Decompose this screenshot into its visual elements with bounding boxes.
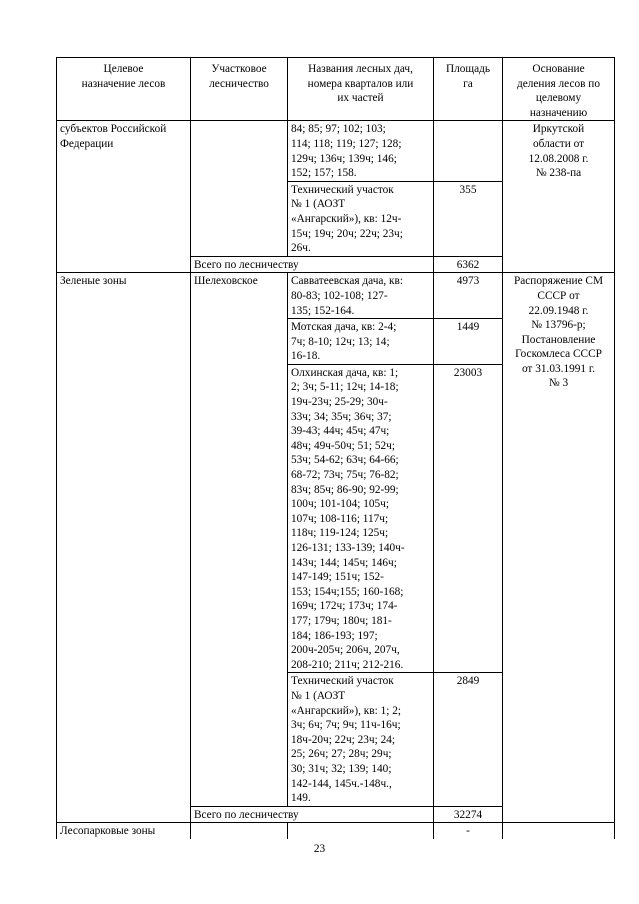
basis-cell: [503, 823, 615, 839]
basis-cell: Распоряжение СМ СССР от 22.09.1948 г. № 13796-р; Постановление Госкомлеса СССР от 31.03.1991 г. № 3: [503, 273, 615, 823]
area-cell: -: [434, 823, 503, 839]
names-cell: Технический участок № 1 (АОЗТ «Ангарский»), кв: 1; 2; 3ч; 6ч; 7ч; 9ч; 11ч-16ч; 18ч-20ч; 22ч; 23ч; 24; 25; 26ч; 27; 28ч; 29ч; 30; 31ч; 32; 139; 140; 142-144, 145ч.-148ч., 149.: [288, 673, 434, 806]
names-cell: 84; 85; 97; 102; 103; 114; 118; 119; 127; 128; 129ч; 136ч; 139ч; 146; 152; 157; 158.: [288, 121, 434, 181]
purpose-cell: Лесопарковые зоны: [57, 823, 191, 839]
purpose-cell: Зеленые зоны: [57, 273, 191, 823]
table-header-row: [57, 58, 615, 121]
total-area: 32274: [434, 806, 503, 823]
area-cell: 355: [434, 181, 503, 256]
names-cell: Олхинская дача, кв: 1; 2; 3ч; 5-11; 12ч; 14-18; 19ч-23ч; 25-29; 30ч- 33ч; 34; 35ч; 36ч; 37; 39-43; 44ч; 45ч; 47ч; 48ч; 49ч-50ч; 51; 52ч; 53ч; 54-62; 63ч; 64-66; 68-72; 73ч; 75ч; 76-82; 83ч; 85ч; 86-90; 92-99; 100ч; 101-104; 105ч; 107ч; 108-116; 117ч; 118ч; 119-124; 125ч; 126-131; 133-139; 140ч- 143ч; 144; 145ч; 146ч; 147-149; 151ч; 152- 153; 154ч;155; 160-168; 169ч; 172ч; 173ч; 174- 177; 179ч; 180ч; 181- 184; 186-193; 197; 200ч-205ч; 206ч, 207ч, 208-210; 211ч; 212-216.: [288, 364, 434, 672]
header-area: Площадь га: [434, 58, 503, 121]
basis-cell: Иркутской области от 12.08.2008 г. № 238-па: [503, 121, 615, 273]
header-basis: Основание деления лесов по целевому назначению: [503, 58, 615, 121]
district-cell: [191, 823, 288, 839]
forest-purpose-table: [56, 57, 615, 839]
district-cell: [191, 121, 288, 256]
table-row: [57, 823, 615, 839]
area-cell: 23003: [434, 364, 503, 672]
table-row: [57, 121, 615, 181]
names-cell: [288, 823, 434, 839]
page-number: 23: [313, 843, 326, 855]
purpose-cell: субъектов Российской Федерации: [57, 121, 191, 273]
total-label: Всего по лесничеству: [191, 256, 434, 273]
area-cell: 2849: [434, 673, 503, 806]
names-cell: Савватеевская дача, кв: 80-83; 102-108; 127- 135; 152-164.: [288, 273, 434, 319]
names-cell: Мотская дача, кв: 2-4; 7ч; 8-10; 12ч; 13; 14; 16-18.: [288, 319, 434, 365]
header-district: Участковое лесничество: [191, 58, 288, 121]
total-area: 6362: [434, 256, 503, 273]
header-purpose: Целевое назначение лесов: [57, 58, 191, 121]
area-cell: 1449: [434, 319, 503, 365]
total-label: Всего по лесничеству: [191, 806, 434, 823]
area-cell: 4973: [434, 273, 503, 319]
names-cell: Технический участок № 1 (АОЗТ «Ангарский»), кв: 12ч- 15ч; 19ч; 20ч; 22ч; 23ч; 26ч.: [288, 181, 434, 256]
area-cell: [434, 121, 503, 181]
header-names: Названия лесных дач, номера кварталов или их частей: [288, 58, 434, 121]
table-row: [57, 273, 615, 319]
district-cell: Шелеховское: [191, 273, 288, 806]
